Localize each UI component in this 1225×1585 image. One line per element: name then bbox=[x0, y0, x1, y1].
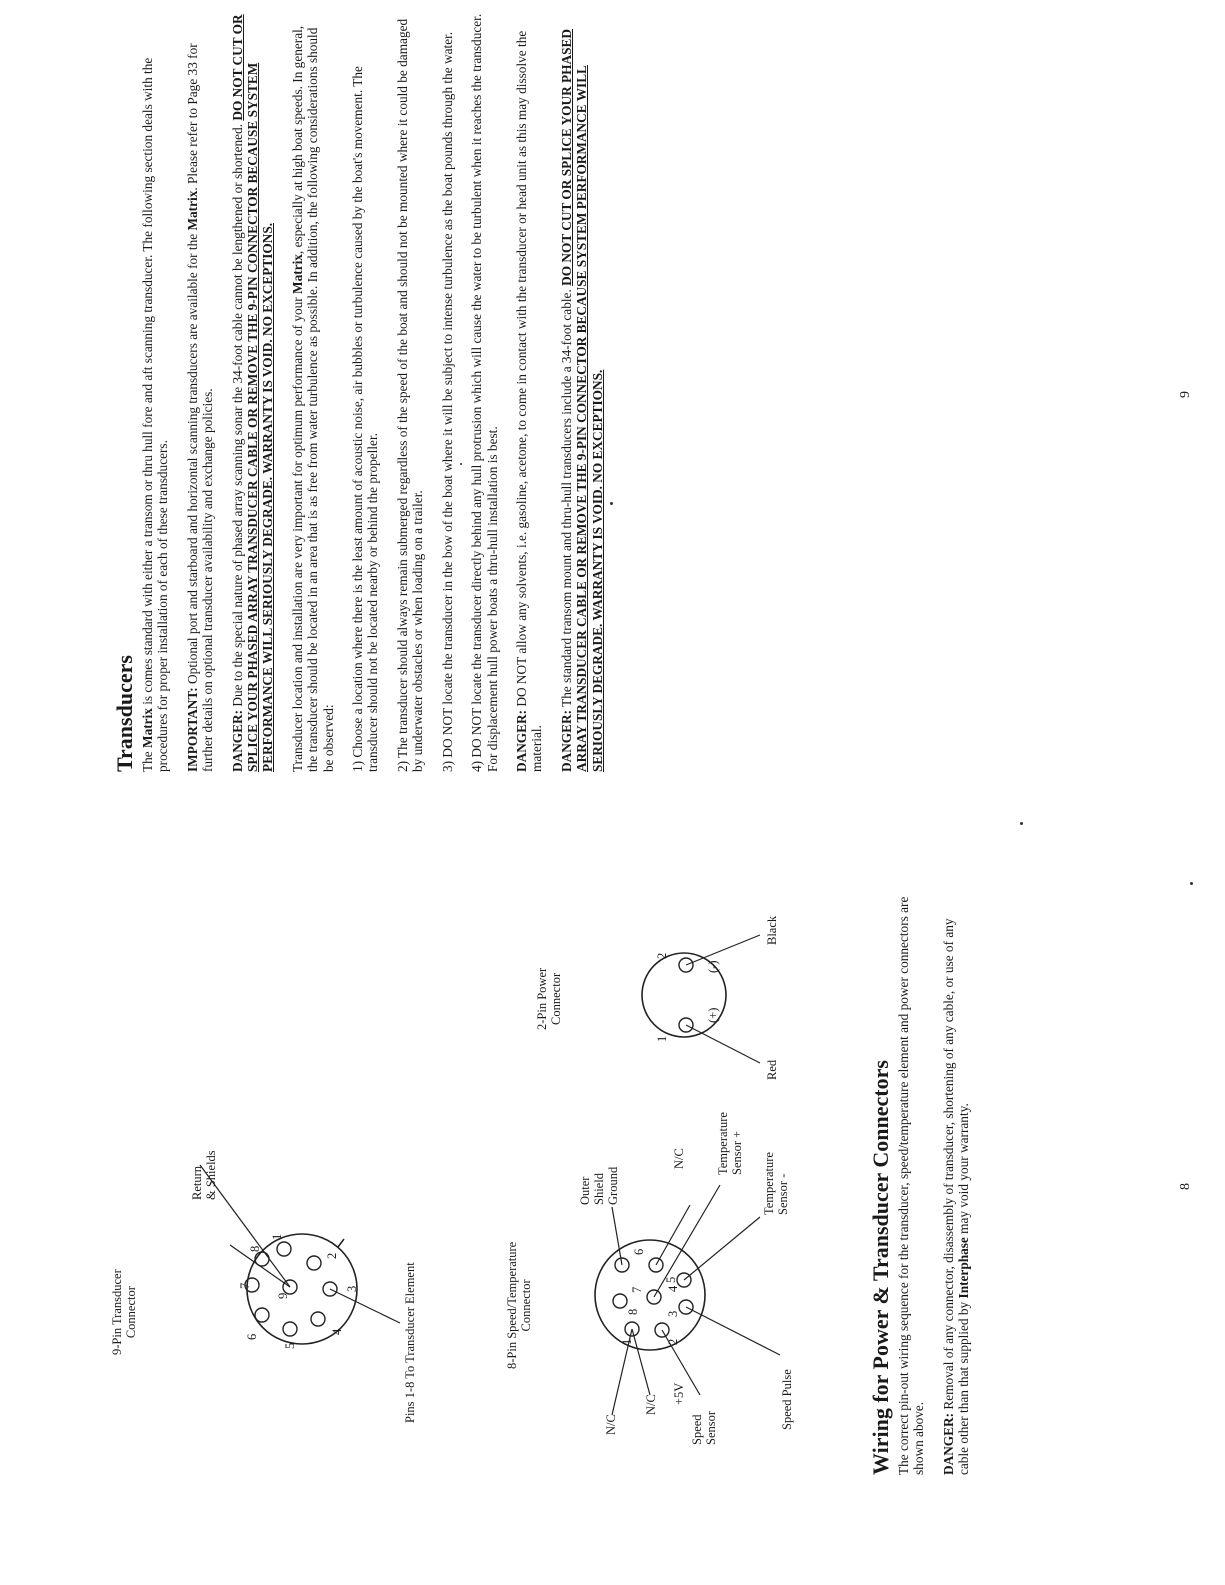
temp-minus-label: Temperature Sensor - bbox=[762, 1152, 790, 1215]
eight-pin-title: 8-Pin Speed/Temperature Connector bbox=[505, 1241, 533, 1369]
pin-5 bbox=[283, 1322, 297, 1336]
speed-sensor-label: Speed Sensor bbox=[690, 1410, 718, 1445]
consideration-2: 2) The transducer should always remain submerged regardless of the speed of the boat and should not be mounted where it could be damaged by underwater obstacles or when loading on a trailer. bbox=[394, 18, 426, 772]
pin-6 bbox=[255, 1308, 269, 1322]
p4-pre: Transducer location and installation are very important for optimum performance of your bbox=[289, 297, 305, 772]
pins-to-element-label: Pins 1-8 To Transducer Element bbox=[403, 1262, 417, 1423]
danger-label: DANGER: bbox=[558, 709, 574, 772]
wiring-section bbox=[868, 895, 986, 1475]
consideration-3: 3) DO NOT locate the transducer in the bow of the boat where it will be subject to intense turbulence as the boat pounds through the water. bbox=[439, 31, 455, 772]
location-paragraph bbox=[290, 12, 336, 772]
page-number-right: 9 bbox=[1178, 391, 1193, 398]
black-leader bbox=[686, 935, 760, 965]
plus-label: (+) bbox=[706, 1007, 720, 1023]
wiring-danger bbox=[941, 895, 972, 1475]
danger-solvents-paragraph bbox=[514, 12, 545, 772]
danger-brand: Interphase bbox=[956, 1237, 972, 1299]
danger-standard-cable-paragraph bbox=[559, 12, 605, 772]
p3-pre: Due to the special nature of phased array scanning sonar the 34-foot cable cannot be lengthened or shortened. bbox=[229, 123, 245, 707]
pin-number-5: 5 bbox=[283, 1342, 297, 1349]
minus-label: (-) bbox=[706, 960, 720, 973]
danger-cable-paragraph bbox=[230, 12, 276, 772]
wiring-title: Wiring for Power & Transducer Connectors bbox=[868, 1060, 893, 1475]
p1-pre: The bbox=[140, 751, 155, 772]
left-page bbox=[0, 795, 1225, 1585]
p6-warning: DO NOT CUT OR SPLICE YOUR PHASED ARRAY TRANSDUCER CABLE OR REMOVE THE 9-PIN CONNECTOR BECAUSE SYSTEM PERFORMANCE WILL SERIOUSLY DEGRADE. WARRANTY IS VOID. NO EXCEPTIONS. bbox=[558, 29, 605, 772]
page-number-left: 8 bbox=[1178, 1183, 1193, 1190]
nc-top-label: N/C bbox=[604, 1414, 618, 1435]
nc-mid-label: N/C bbox=[644, 1394, 658, 1415]
transducers-title: Transducers bbox=[112, 655, 137, 772]
pin-7 bbox=[613, 1294, 627, 1308]
danger-text-pre: Removal of any connector, disassembly of transducer, shortening of any cable, or use of any cable other than that supplied by bbox=[940, 918, 972, 1475]
outer-shield-label: Outer Shield Ground bbox=[578, 1166, 620, 1205]
red-leader bbox=[686, 1025, 760, 1063]
two-pin-number-2: 2 bbox=[655, 952, 669, 959]
pin-number-3: 3 bbox=[666, 1310, 680, 1317]
pin-number-8: 8 bbox=[248, 1245, 262, 1252]
pin-number-8: 8 bbox=[626, 1308, 640, 1315]
speed-pulse-label: Speed Pulse bbox=[780, 1369, 794, 1430]
p2-pre: Optional port and starboard and horizontal scanning transducers are available for the bbox=[184, 233, 200, 684]
important-label: IMPORTANT: bbox=[184, 687, 200, 772]
black-label: Black bbox=[765, 915, 779, 945]
pin-number-4: 4 bbox=[330, 1328, 344, 1335]
pin-1 bbox=[277, 1242, 291, 1256]
connector-diagrams bbox=[0, 795, 870, 1585]
danger-label: DANGER: bbox=[513, 709, 529, 772]
nine-pin-key bbox=[338, 1239, 344, 1247]
eight-pin-outline bbox=[595, 1240, 705, 1350]
consideration-4: 4) DO NOT locate the transducer directly behind any hull protrusion which will cause the water to be turbulent when it reaches the transducer. For displacement hull power boats a thru-hull installation is best. bbox=[469, 13, 500, 772]
red-label: Red bbox=[765, 1059, 779, 1080]
pin-number-1: 1 bbox=[270, 1233, 284, 1240]
eight-pin-connector bbox=[595, 1185, 780, 1415]
temp-plus-label: Temperature Sensor + bbox=[716, 1112, 744, 1175]
plus5v-label: +5V bbox=[672, 1382, 686, 1405]
pin-number-3: 3 bbox=[345, 1285, 359, 1292]
danger-text-post: may void your warranty. bbox=[956, 1103, 972, 1234]
nc-right-label: N/C bbox=[672, 1148, 686, 1169]
pin-number-4: 4 bbox=[666, 1285, 680, 1292]
danger-label: DANGER: bbox=[940, 1412, 956, 1475]
pin-number-5: 5 bbox=[664, 1276, 678, 1283]
pins-leader bbox=[330, 1289, 400, 1323]
pin-number-7: 7 bbox=[238, 1282, 252, 1289]
pin-number-6: 6 bbox=[632, 1248, 646, 1255]
p6-pre: The standard transom mount and thru-hull transducers include a 34-foot cable. bbox=[558, 289, 574, 707]
p3-warning: DO NOT CUT OR SPLICE YOUR PHASED ARRAY TRANSDUCER CABLE OR REMOVE THE 9-PIN CONNECTOR BECAUSE SYSTEM PERFORMANCE WILL SERIOUSLY DEGRADE. WARRANTY IS VOID. NO EXCEPTIONS. bbox=[229, 14, 276, 772]
pin-number-7: 7 bbox=[630, 1286, 644, 1293]
pin-number-2: 2 bbox=[325, 1252, 339, 1259]
p1-brand: Matrix bbox=[140, 708, 155, 748]
p4-post: , especially at high boat speeds. In general, the transducer should be located in an area that is as free from water turbulence as possible. In addition, the following considerations should be observed: bbox=[289, 25, 336, 772]
transducers-section bbox=[112, 12, 619, 772]
pin-2 bbox=[307, 1256, 321, 1270]
consideration-1: 1) Choose a location where there is the least amount of acoustic noise, air bubbles or turbulence caused by the boat's movement. The transducer should not be located nearby or behind the propeller. bbox=[350, 66, 381, 772]
scan-speck bbox=[1190, 882, 1193, 885]
pin-number-2: 2 bbox=[666, 1338, 680, 1345]
pin-4 bbox=[311, 1312, 325, 1326]
pin-number-9: 9 bbox=[276, 1292, 290, 1299]
pin-number-6: 6 bbox=[245, 1333, 259, 1340]
pin-number-1: 1 bbox=[620, 1338, 634, 1345]
right-page bbox=[0, 0, 1225, 790]
p5-text: DO NOT allow any solvents, i.e. gasoline, acetone, to come in contact with the transducer or head unit as this may dissolve the material. bbox=[513, 30, 545, 772]
p4-brand: Matrix bbox=[289, 254, 305, 294]
two-pin-number-1: 1 bbox=[655, 1035, 669, 1042]
two-pin-title: 2-Pin Power Connector bbox=[535, 967, 563, 1030]
nine-pin-connector bbox=[200, 1165, 400, 1344]
danger-label: DANGER: bbox=[229, 709, 245, 772]
wiring-intro: The correct pin-out wiring sequence for the transducer, speed/temperature element and power connectors are shown above. bbox=[896, 896, 927, 1475]
p2-brand: Matrix bbox=[184, 190, 200, 231]
important-paragraph bbox=[185, 12, 216, 772]
p2-post: . Please refer to Page 33 for further details on optional transducer availability and exchange policies. bbox=[184, 43, 216, 772]
intro-paragraph bbox=[140, 12, 171, 772]
scan-speck bbox=[460, 463, 462, 465]
nine-pin-title: 9-Pin Transducer Connector bbox=[110, 1269, 138, 1355]
return-shields-label: Return & Shields bbox=[190, 1150, 218, 1200]
scan-speck bbox=[610, 502, 613, 505]
p1-post: is comes standard with either a transom or thru hull fore and aft scanning transducer. The following section deals with the procedures for proper installation of each of these transducers. bbox=[140, 57, 171, 772]
scan-speck bbox=[1020, 822, 1023, 825]
